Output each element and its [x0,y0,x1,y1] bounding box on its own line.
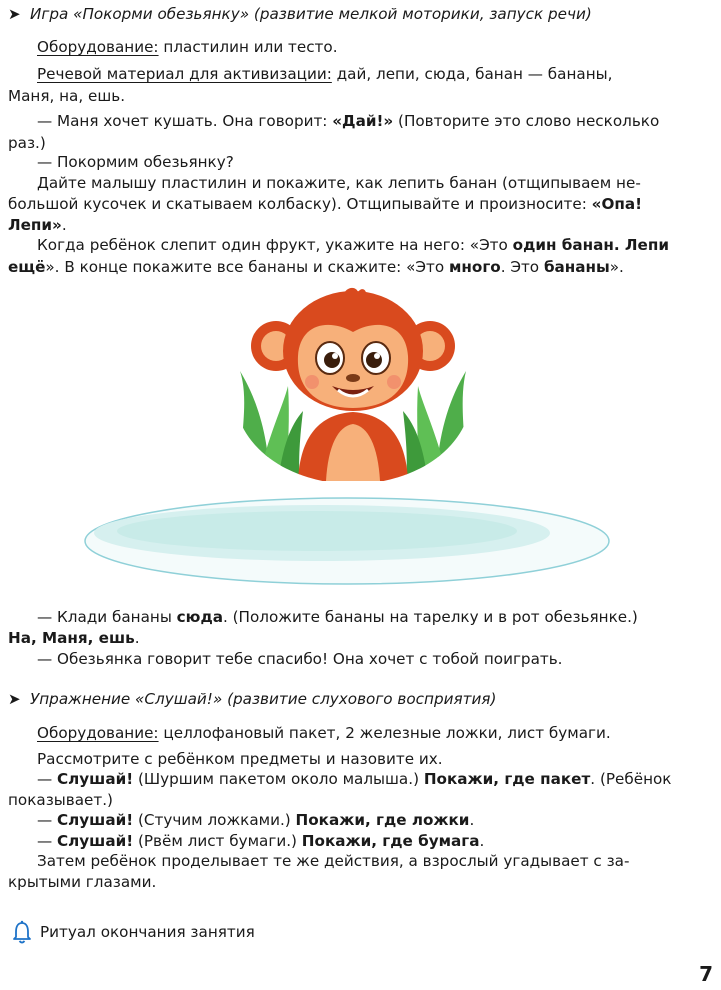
paragraph: Лепи». [8,216,67,234]
paragraph: — Покормим обезьянку? [37,153,234,171]
paragraph: — Слушай! (Рвём лист бумаги.) Покажи, где бумага. [37,832,485,850]
speech-material-line-2: Маня, на, ешь. [8,87,126,105]
equipment-line: Оборудование: пластилин или тесто. [37,38,338,56]
paragraph: Затем ребёнок проделывает те же действия, а взрослый угадывает с за- [37,852,630,870]
paragraph: раз.) [8,134,46,152]
paragraph: — Обезьянка говорит тебе спасибо! Она хочет с тобой поиграть. [37,650,563,668]
monkey-illustration [228,286,478,481]
paragraph: — Слушай! (Стучим ложками.) Покажи, где ложки. [37,811,475,829]
speech-material-line: Речевой материал для активизации: дай, лепи, сюда, банан — бананы, [37,65,613,83]
paragraph: крытыми глазами. [8,873,157,891]
ritual-label: Ритуал окончания занятия [40,923,255,941]
paragraph: — Слушай! (Шуршим пакетом около малыша.) Покажи, где пакет. (Ребёнок [37,770,672,788]
bell-icon [12,920,32,944]
game-heading: ➤ Игра «Покорми обезьянку» (развитие мелкой моторики, запуск речи) [8,5,592,23]
arrow-icon: ➤ [8,690,21,708]
paragraph: большой кусочек и скатываем колбаску). Отщипывайте и произносите: «Опа! [8,195,643,213]
arrow-icon: ➤ [8,5,21,23]
equipment-line: Оборудование: целлофановый пакет, 2 железные ложки, лист бумаги. [37,724,611,742]
paragraph: Дайте малышу пластилин и покажите, как лепить банан (отщипываем не- [37,174,641,192]
paragraph: Когда ребёнок слепит один фрукт, укажите на него: «Это один банан. Лепи [37,236,669,254]
paragraph: — Клади бананы сюда. (Положите бананы на тарелку и в рот обезьянке.) [37,608,638,626]
paragraph: Рассмотрите с ребёнком предметы и назовите их. [37,750,443,768]
exercise-heading: ➤ Упражнение «Слушай!» (развитие слухового восприятия) [8,690,497,708]
ritual-section [12,919,255,945]
paragraph: ещё». В конце покажите все бананы и скажите: «Это много. Это бананы». [8,258,624,276]
paragraph: показывает.) [8,791,113,809]
page-number: 7 [699,962,713,986]
paragraph: — Маня хочет кушать. Она говорит: «Дай!» (Повторите это слово несколько [37,112,660,130]
plate-illustration [82,495,612,587]
paragraph: На, Маня, ешь. [8,629,140,647]
